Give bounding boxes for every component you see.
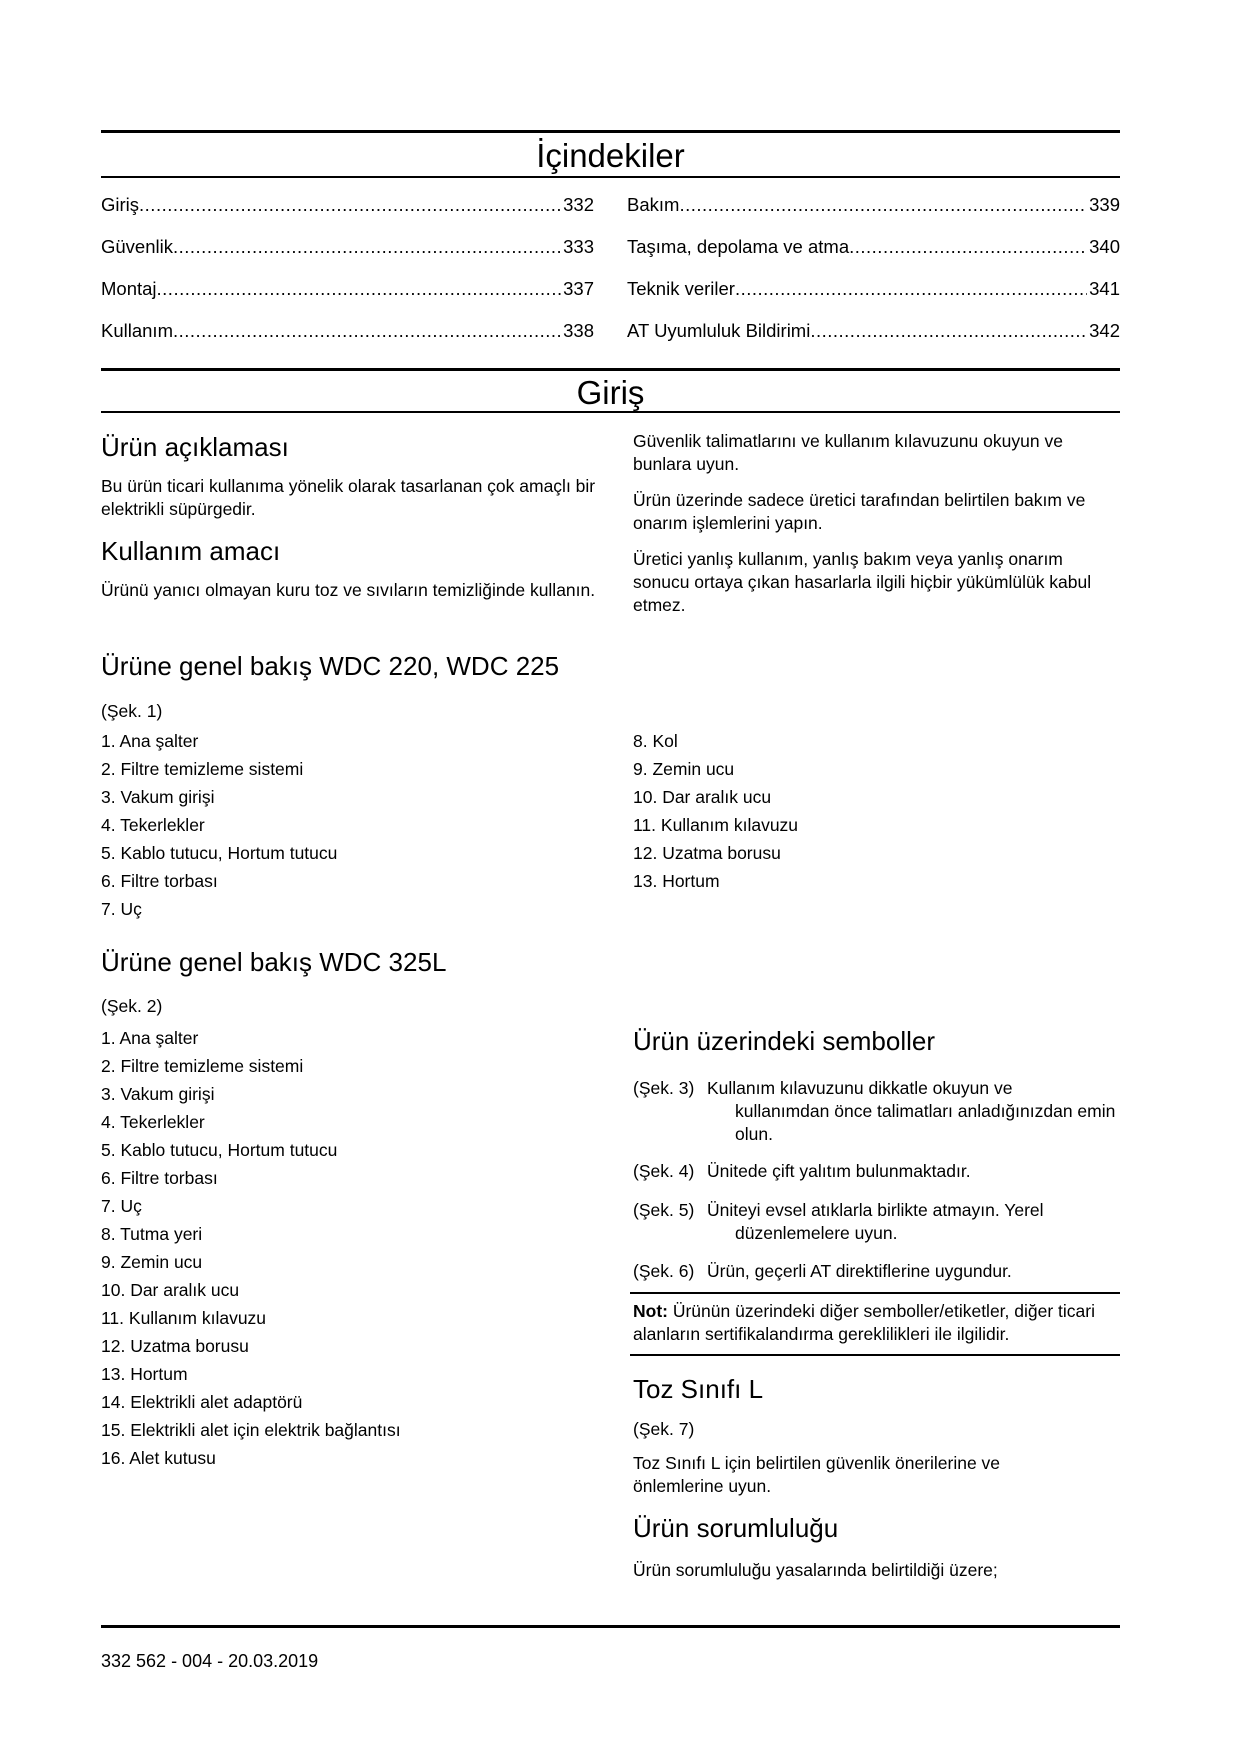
- liability-paragraph: Üretici yanlış kullanım, yanlış bakım veya yanlış onarım sonucu ortaya çıkan hasarlarla ilgili hiçbir yükümlülük kabul etmez.: [633, 549, 1092, 615]
- toc-entry[interactable]: Teknik veriler ..... 341: [627, 278, 1120, 320]
- note-bottom-rule: [630, 1354, 1120, 1356]
- list-item: 11. Kullanım kılavuzu: [101, 1308, 267, 1328]
- liability-heading: Ürün sorumluluğu: [633, 1513, 839, 1543]
- symbol-figure-ref: (Şek. 4): [633, 1161, 695, 1181]
- list-item: 4. Tekerlekler: [101, 815, 205, 835]
- overview1-heading: Ürüne genel bakış WDC 220, WDC 225: [101, 651, 560, 681]
- toc-left-column: [101, 194, 594, 362]
- symbol-text: Ürün, geçerli AT direktiflerine uygundur.: [707, 1261, 1012, 1281]
- toc-entry[interactable]: Montaj ..... 337: [101, 278, 594, 320]
- symbol-item: [633, 1199, 1123, 1245]
- list-item: 9. Zemin ucu: [633, 759, 735, 779]
- intro-title: Giriş: [576, 374, 645, 411]
- toc-entry[interactable]: Güvenlik ..... 333: [101, 236, 594, 278]
- overview2-list: [101, 1024, 401, 1472]
- list-item: 16. Alet kutusu: [101, 1448, 216, 1468]
- list-item: 12. Uzatma borusu: [633, 843, 781, 863]
- list-item: 1. Ana şalter: [101, 731, 199, 751]
- list-item: 5. Kablo tutucu, Hortum tutucu: [101, 1140, 338, 1160]
- intro-title-rule: [101, 411, 1120, 413]
- note-text: Ürünün üzerindeki diğer semboller/etiketler, diğer ticari alanların sertifikalandırma gereklilikleri ile ilgilidir.: [633, 1301, 1095, 1344]
- note: [633, 1300, 1118, 1346]
- list-item: 6. Filtre torbası: [101, 1168, 218, 1188]
- symbol-text-cont: düzenlemelere uyun.: [735, 1223, 898, 1243]
- list-item: 8. Kol: [633, 731, 678, 751]
- overview2-heading: Ürüne genel bakış WDC 325L: [101, 947, 447, 977]
- footer-doc-id: 332 562 - 004 - 20.03.2019: [101, 1651, 319, 1671]
- list-item: 8. Tutma yeri: [101, 1224, 203, 1244]
- list-item: 1. Ana şalter: [101, 1028, 199, 1048]
- toc-title-rule: [101, 176, 1120, 178]
- symbol-figure-ref: (Şek. 5): [633, 1200, 695, 1220]
- list-item: 11. Kullanım kılavuzu: [633, 815, 799, 835]
- list-item: 5. Kablo tutucu, Hortum tutucu: [101, 843, 338, 863]
- intended-use-text: Ürünü yanıcı olmayan kuru toz ve sıvıların temizliğinde kullanın.: [101, 580, 596, 600]
- note-label: Not:: [633, 1301, 668, 1321]
- symbol-text-cont: kullanımdan önce talimatları anladığınızdan emin olun.: [735, 1101, 1116, 1144]
- toc-entry[interactable]: Bakım ..... 339: [627, 194, 1120, 236]
- toc-top-rule: [101, 130, 1120, 133]
- overview2-figure-ref: (Şek. 2): [101, 996, 163, 1016]
- list-item: 2. Filtre temizleme sistemi: [101, 1056, 304, 1076]
- footer-rule: [101, 1625, 1120, 1628]
- toc-entry[interactable]: Giriş ..... 332: [101, 194, 594, 236]
- maintenance-paragraph: Ürün üzerinde sadece üretici tarafından belirtilen bakım ve onarım işlemlerini yapın.: [633, 490, 1086, 533]
- intended-use-heading: Kullanım amacı: [101, 536, 281, 566]
- symbol-item: [633, 1077, 1123, 1146]
- list-item: 7. Uç: [101, 1196, 142, 1216]
- dust-class-figure-ref: (Şek. 7): [633, 1419, 695, 1439]
- list-item: 3. Vakum girişi: [101, 1084, 215, 1104]
- toc-entry[interactable]: Taşıma, depolama ve atma ..... 340: [627, 236, 1120, 278]
- toc-title: İçindekiler: [536, 137, 685, 174]
- dust-class-heading: Toz Sınıfı L: [633, 1374, 764, 1404]
- overview1-figure-ref: (Şek. 1): [101, 701, 163, 721]
- list-item: 15. Elektrikli alet için elektrik bağlantısı: [101, 1420, 401, 1440]
- product-description-heading: Ürün açıklaması: [101, 432, 289, 462]
- product-description-text: Bu ürün ticari kullanıma yönelik olarak tasarlanan çok amaçlı bir elektrikli süpürgedir.: [101, 476, 596, 519]
- dust-class-text: Toz Sınıfı L için belirtilen güvenlik önerilerine ve önlemlerine uyun.: [633, 1453, 1001, 1496]
- list-item: 2. Filtre temizleme sistemi: [101, 759, 304, 779]
- list-item: 10. Dar aralık ucu: [633, 787, 772, 807]
- liability-text: Ürün sorumluluğu yasalarında belirtildiği üzere;: [633, 1560, 998, 1580]
- note-top-rule: [630, 1292, 1120, 1294]
- toc-entry[interactable]: Kullanım ..... 338: [101, 320, 594, 362]
- list-item: 13. Hortum: [101, 1364, 188, 1384]
- symbol-figure-ref: (Şek. 3): [633, 1078, 695, 1098]
- symbol-text: Üniteyi evsel atıklarla birlikte atmayın. Yerel: [707, 1200, 1044, 1220]
- list-item: 3. Vakum girişi: [101, 787, 215, 807]
- symbol-text: Ünitede çift yalıtım bulunmaktadır.: [707, 1161, 971, 1181]
- intro-top-rule: [101, 368, 1120, 371]
- list-item: 13. Hortum: [633, 871, 720, 891]
- symbol-figure-ref: (Şek. 6): [633, 1261, 695, 1281]
- list-item: 14. Elektrikli alet adaptörü: [101, 1392, 303, 1412]
- toc-right-column: [627, 194, 1120, 362]
- symbol-item: [633, 1160, 1123, 1183]
- overview1-list-right: [633, 727, 798, 895]
- list-item: 4. Tekerlekler: [101, 1112, 205, 1132]
- toc-entry[interactable]: AT Uyumluluk Bildirimi ..... 342: [627, 320, 1120, 362]
- overview1-list-left: [101, 727, 337, 923]
- safety-paragraph: Güvenlik talimatlarını ve kullanım kılavuzunu okuyun ve bunlara uyun.: [633, 431, 1063, 474]
- symbol-item: [633, 1260, 1123, 1283]
- list-item: 12. Uzatma borusu: [101, 1336, 249, 1356]
- list-item: 7. Uç: [101, 899, 142, 919]
- list-item: 6. Filtre torbası: [101, 871, 218, 891]
- list-item: 10. Dar aralık ucu: [101, 1280, 240, 1300]
- symbols-heading: Ürün üzerindeki semboller: [633, 1026, 936, 1056]
- list-item: 9. Zemin ucu: [101, 1252, 203, 1272]
- symbol-text: Kullanım kılavuzunu dikkatle okuyun ve: [707, 1078, 1013, 1098]
